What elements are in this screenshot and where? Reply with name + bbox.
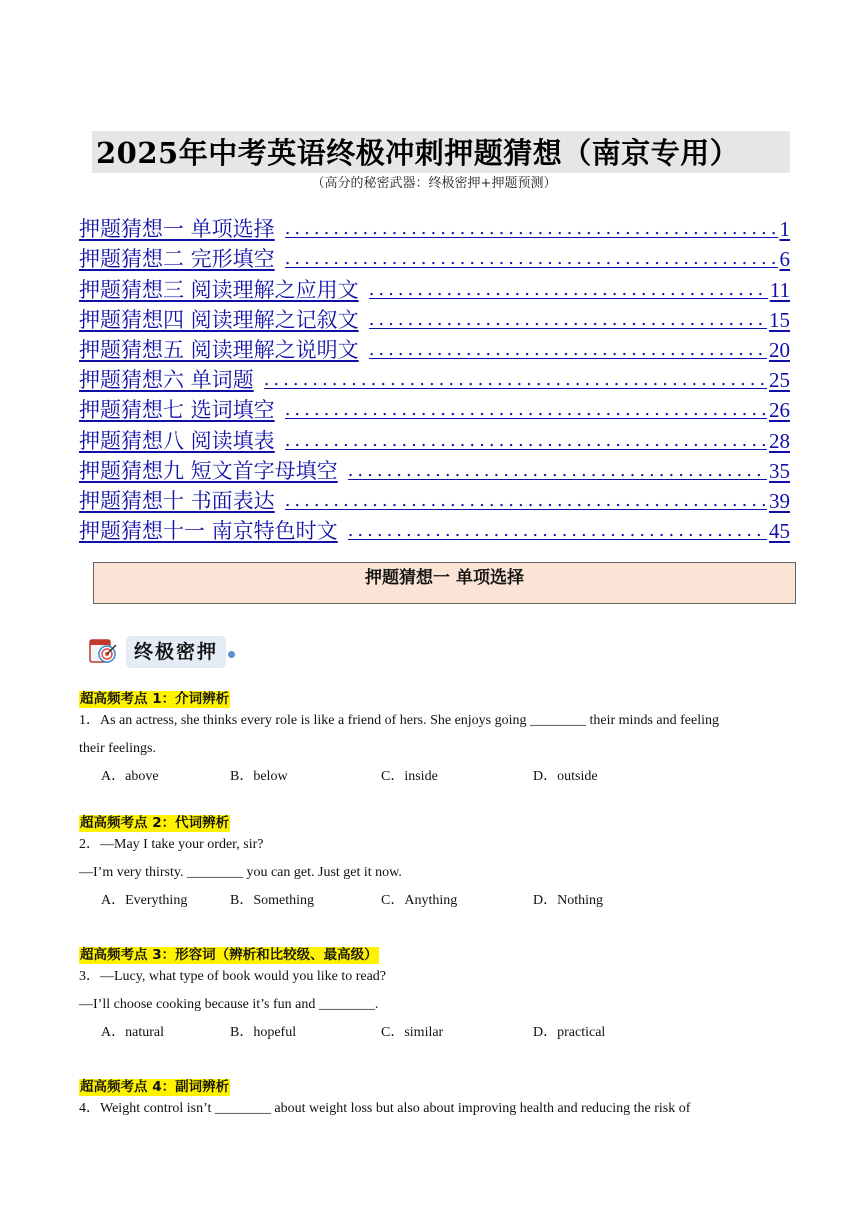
toc-page: 28 bbox=[769, 428, 790, 453]
decorative-dot bbox=[228, 651, 235, 658]
toc-page: 15 bbox=[769, 307, 790, 332]
toc-page: 25 bbox=[769, 368, 790, 393]
toc-leader bbox=[285, 429, 767, 453]
toc-leader bbox=[285, 489, 767, 513]
toc-label: 押题猜想六 单词题 bbox=[79, 368, 254, 393]
toc-label: 押题猜想一 单项选择 bbox=[79, 217, 275, 242]
toc-leader bbox=[369, 338, 767, 362]
question-4-line-1: 4．Weight control isn’t ________ about weight loss but also about improving health and reducing the risk of bbox=[79, 1101, 691, 1116]
table-of-contents bbox=[79, 211, 790, 543]
toc-page: 45 bbox=[769, 519, 790, 544]
toc-page: 11 bbox=[769, 277, 790, 302]
target-calendar-icon bbox=[88, 636, 118, 666]
toc-link-6[interactable] bbox=[79, 362, 790, 392]
document-title: 2025年中考英语终极冲刺押题猜想（南京专用） bbox=[96, 136, 740, 170]
question-3-option-d: D．practical bbox=[533, 1025, 606, 1040]
key-point-2: 超高频考点 2：代词辨析 bbox=[80, 815, 230, 831]
question-3-line-1: 3．—Lucy, what type of book would you like to read? bbox=[79, 969, 387, 984]
toc-leader bbox=[369, 308, 767, 332]
question-3-option-a: A．natural bbox=[101, 1025, 164, 1040]
question-1-option-a: A．above bbox=[101, 769, 159, 784]
key-point-3: 超高频考点 3：形容词（辨析和比较级、最高级） bbox=[80, 947, 378, 963]
question-3-option-c: C．similar bbox=[381, 1025, 444, 1040]
question-1-line-2: their feelings. bbox=[79, 741, 156, 756]
toc-label: 押题猜想五 阅读理解之说明文 bbox=[79, 337, 359, 362]
question-3-line-2: —I’ll choose cooking because it’s fun and ________. bbox=[79, 997, 379, 1012]
question-1-option-d: D．outside bbox=[533, 769, 598, 784]
toc-leader bbox=[348, 459, 767, 483]
toc-leader bbox=[285, 398, 767, 422]
toc-link-7[interactable] bbox=[79, 392, 790, 422]
toc-link-1[interactable] bbox=[79, 211, 790, 241]
toc-label: 押题猜想九 短文首字母填空 bbox=[79, 458, 338, 483]
toc-label: 押题猜想三 阅读理解之应用文 bbox=[79, 277, 359, 302]
toc-leader bbox=[285, 217, 778, 241]
toc-page: 26 bbox=[769, 398, 790, 423]
document-subtitle: （高分的秘密武器：终极密押+押题预测） bbox=[311, 176, 557, 191]
toc-link-8[interactable] bbox=[79, 422, 790, 452]
toc-link-3[interactable] bbox=[79, 271, 790, 301]
toc-label: 押题猜想十 书面表达 bbox=[79, 488, 275, 513]
section-heading: 押题猜想一 单项选择 bbox=[93, 562, 796, 604]
toc-link-4[interactable] bbox=[79, 302, 790, 332]
toc-link-5[interactable] bbox=[79, 332, 790, 362]
question-2-option-c: C．Anything bbox=[381, 893, 458, 908]
question-2-line-1: 2．—May I take your order, sir? bbox=[79, 837, 264, 852]
question-2-option-d: D．Nothing bbox=[533, 893, 603, 908]
toc-leader bbox=[369, 278, 768, 302]
toc-leader bbox=[264, 368, 767, 392]
toc-link-9[interactable] bbox=[79, 453, 790, 483]
toc-page: 39 bbox=[769, 488, 790, 513]
toc-leader bbox=[348, 519, 767, 543]
key-point-4: 超高频考点 4：副词辨析 bbox=[80, 1079, 230, 1095]
question-1-option-b: B．below bbox=[230, 769, 288, 784]
toc-page: 1 bbox=[779, 217, 790, 242]
toc-label: 押题猜想二 完形填空 bbox=[79, 247, 275, 272]
toc-page: 20 bbox=[769, 337, 790, 362]
toc-page: 35 bbox=[769, 458, 790, 483]
toc-leader bbox=[285, 247, 778, 271]
question-2-option-b: B．Something bbox=[230, 893, 315, 908]
toc-label: 押题猜想八 阅读填表 bbox=[79, 428, 275, 453]
toc-page: 6 bbox=[779, 247, 790, 272]
toc-label: 押题猜想四 阅读理解之记叙文 bbox=[79, 307, 359, 332]
toc-link-2[interactable] bbox=[79, 241, 790, 271]
question-3-option-b: B．hopeful bbox=[230, 1025, 297, 1040]
secret-label: 终极密押 bbox=[126, 636, 226, 668]
question-2-option-a: A．Everything bbox=[101, 893, 188, 908]
toc-link-10[interactable] bbox=[79, 483, 790, 513]
toc-label: 押题猜想十一 南京特色时文 bbox=[79, 519, 338, 544]
question-1-option-c: C．inside bbox=[381, 769, 438, 784]
toc-link-11[interactable] bbox=[79, 513, 790, 543]
question-1-line-1: 1．As an actress, she thinks every role is like a friend of hers. She enjoys going ________ their minds and feeling bbox=[79, 713, 719, 728]
key-point-1: 超高频考点 1：介词辨析 bbox=[80, 691, 230, 707]
toc-label: 押题猜想七 选词填空 bbox=[79, 398, 275, 423]
question-2-line-2: —I’m very thirsty. ________ you can get. Just get it now. bbox=[79, 865, 402, 880]
